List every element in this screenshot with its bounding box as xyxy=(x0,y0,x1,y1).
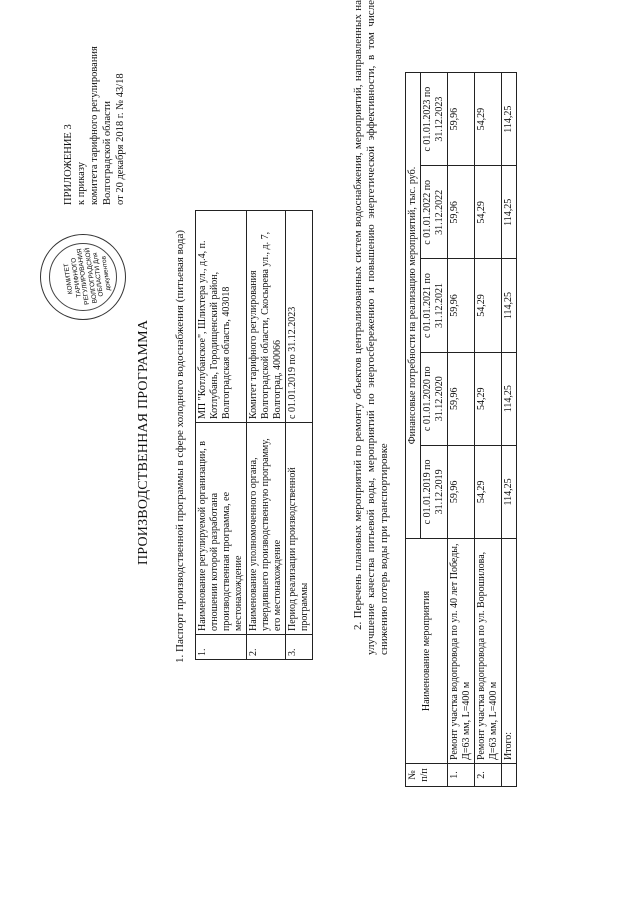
passport-table xyxy=(195,210,313,660)
measure-name: Ремонт участка водопровода по ул. 40 лет Победы, Д=63 мм, L=400 м xyxy=(448,539,475,764)
measure-value: 54,29 xyxy=(475,166,502,259)
header-line-4: Волгоградской области xyxy=(102,100,113,205)
measure-value: 54,29 xyxy=(475,445,502,538)
period-header: с 01.01.2022 по 31.12.2022 xyxy=(421,166,448,259)
column-header-name: Наименование мероприятия xyxy=(406,539,448,764)
passport-value: с 01.01.2019 по 31.12.2023 xyxy=(286,211,313,423)
period-header: с 01.01.2021 по 31.12.2021 xyxy=(421,259,448,352)
total-value: 114,25 xyxy=(502,166,517,259)
table-row xyxy=(475,73,502,787)
period-header: с 01.01.2023 по 31.12.2023 xyxy=(421,73,448,166)
table-row xyxy=(196,211,247,660)
measure-value: 59,96 xyxy=(448,166,475,259)
measure-name: Ремонт участка водопровода по ул. Ворошилова, Д=63 мм, L=400 м xyxy=(475,539,502,764)
total-label: Итого: xyxy=(502,539,517,764)
table-row xyxy=(448,73,475,787)
header-line-3: комитета тарифного регулирования xyxy=(89,46,100,205)
passport-num: 2. xyxy=(247,635,286,660)
measure-value: 54,29 xyxy=(475,259,502,352)
passport-value: МП "Котлубанское", Шлихтера ул., д.4, п. Котлубань, Городищенский район, Волгоградская область, 403018 xyxy=(196,211,247,423)
total-value: 114,25 xyxy=(502,73,517,166)
passport-value: Комитет тарифного регулирования Волгоградской области, Скосырева ул., д. 7, Волгоград, 400066 xyxy=(247,211,286,423)
header-line-5: от 20 декабря 2018 г. № 43/18 xyxy=(115,73,126,205)
approval-header xyxy=(62,25,127,205)
official-stamp xyxy=(40,234,126,320)
measure-value: 59,96 xyxy=(448,73,475,166)
total-value: 114,25 xyxy=(502,352,517,445)
measures-table xyxy=(405,72,517,787)
passport-num: 1. xyxy=(196,635,247,660)
header-line-2: к приказу xyxy=(76,162,87,205)
total-value: 114,25 xyxy=(502,259,517,352)
passport-num: 3. xyxy=(286,635,313,660)
table-header-row xyxy=(406,73,421,787)
passport-label: Наименование регулируемой организации, в отношении которой разработана производственная программа, ее местонахождение xyxy=(196,423,247,635)
header-line-1: ПРИЛОЖЕНИЕ 3 xyxy=(63,124,74,205)
table-row xyxy=(286,211,313,660)
period-header: с 01.01.2019 по 31.12.2019 xyxy=(421,445,448,538)
section-2-heading: 2. Перечень плановых мероприятий по ремонту объектов централизованных систем водоснабжения, мероприятий, направленных на улучшение качества питьевой воды, мероприятий по энергосбережению и повышению энергетической эффективности, в том числе снижению потерь воды при транспортировке xyxy=(352,0,390,655)
passport-label: Наименование уполномоченного органа, утвердившего производственную программу, его местонахождение xyxy=(247,423,286,635)
measure-value: 59,96 xyxy=(448,259,475,352)
passport-label: Период реализации производственной программы xyxy=(286,423,313,635)
section-1-heading: 1. Паспорт производственной программы в сфере холодного водоснабжения (питьевая вода) xyxy=(174,229,186,663)
total-value: 114,25 xyxy=(502,445,517,538)
page-title: ПРОИЗВОДСТВЕННАЯ ПРОГРАММА xyxy=(136,319,151,565)
measure-value: 54,29 xyxy=(475,73,502,166)
period-header: с 01.01.2020 по 31.12.2020 xyxy=(421,352,448,445)
row-num: 1. xyxy=(448,764,475,787)
column-header-num: № п/п xyxy=(406,764,448,787)
row-num: 2. xyxy=(475,764,502,787)
column-header-financing: Финансовые потребности на реализацию мероприятий, тыс. руб. xyxy=(406,73,421,539)
measure-value: 59,96 xyxy=(448,445,475,538)
table-row xyxy=(247,211,286,660)
measure-value: 59,96 xyxy=(448,352,475,445)
table-total-row xyxy=(502,73,517,787)
measure-value: 54,29 xyxy=(475,352,502,445)
stamp-text: КОМИТЕТ ТАРИФНОГО РЕГУЛИРОВАНИЯ ВОЛГОГРАДСКОЙ ОБЛАСТИ Для документов xyxy=(63,247,112,306)
row-num xyxy=(502,764,517,787)
